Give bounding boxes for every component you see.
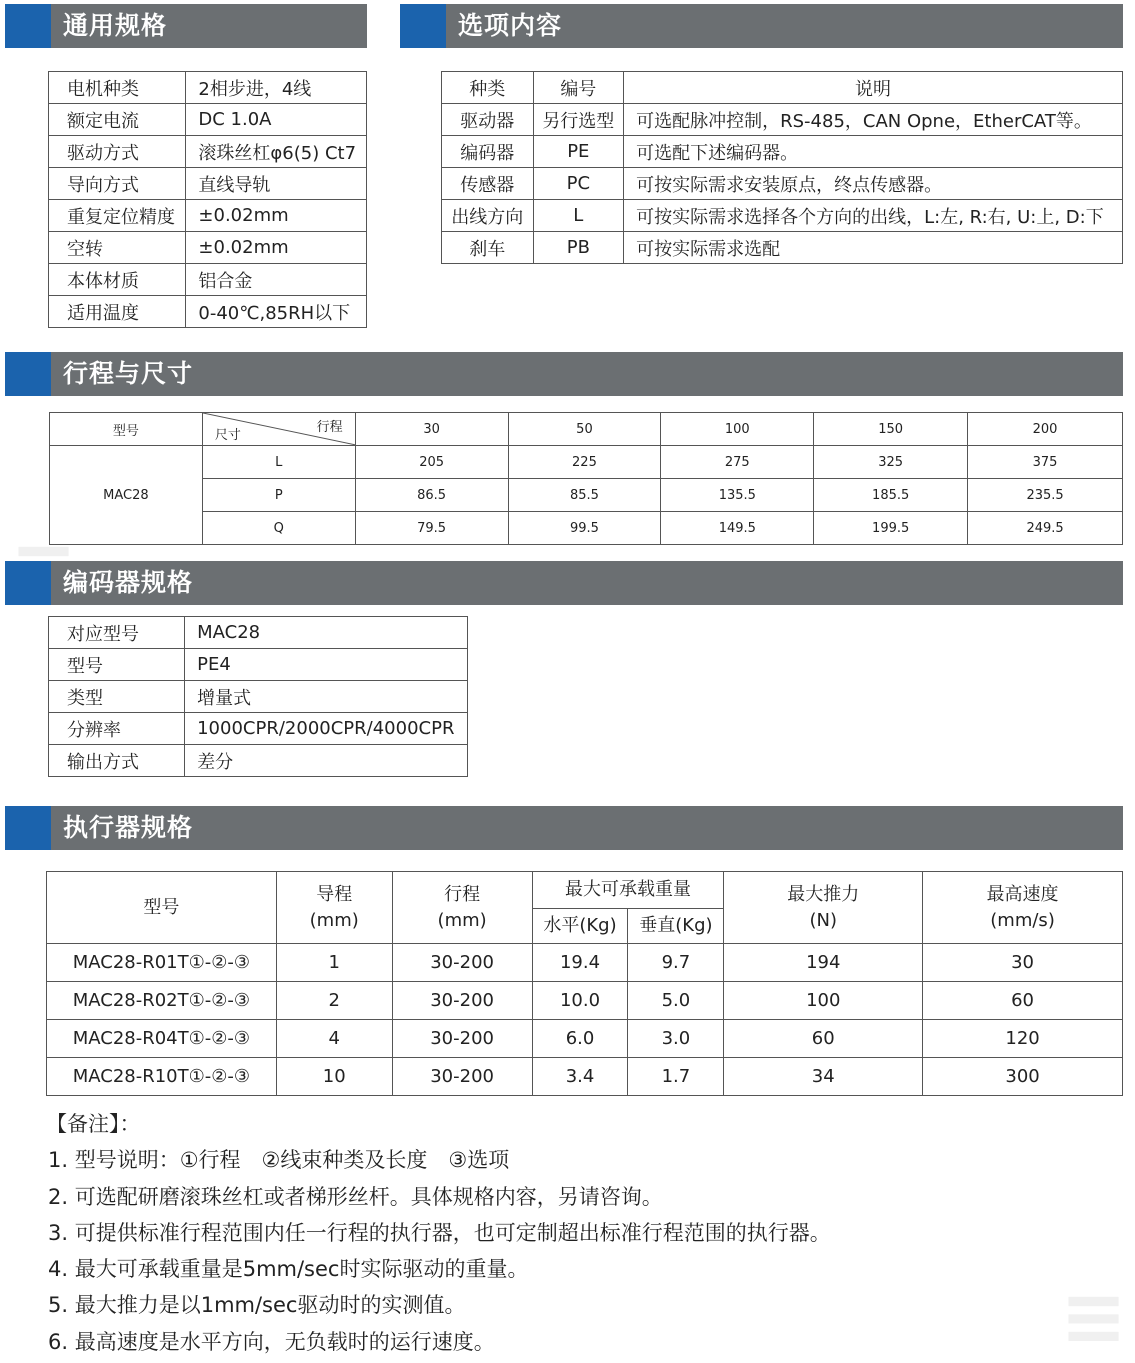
section-header-general — [5, 4, 367, 48]
spec-row — [49, 649, 468, 681]
spec-value: 直线导轨 — [186, 168, 367, 200]
spec-label: 额定电流 — [49, 104, 186, 136]
stroke-dimension-table — [49, 412, 1123, 545]
thrust-cell: 194 — [724, 944, 923, 982]
option-code: PC — [533, 168, 624, 200]
spec-value: 增量式 — [185, 681, 468, 713]
speed-cell: 120 — [923, 1020, 1123, 1058]
stroke-cell: 30-200 — [392, 1020, 532, 1058]
section-header-actuator — [5, 806, 1123, 850]
spec-value: ±0.02mm — [186, 200, 367, 232]
section-accent — [5, 806, 51, 850]
actuator-row — [47, 1058, 1123, 1096]
col-header-code: 编号 — [533, 72, 624, 104]
stroke-cell: 30-200 — [392, 944, 532, 982]
lead-cell: 10 — [276, 1058, 392, 1096]
encoder-spec-table — [48, 616, 468, 777]
dimension-label: Q — [202, 512, 355, 545]
dimension-value: 275 — [661, 446, 814, 479]
dimension-value: 185.5 — [814, 479, 968, 512]
dimension-label: P — [202, 479, 355, 512]
dimension-value: 249.5 — [968, 512, 1123, 545]
dimension-value: 235.5 — [968, 479, 1123, 512]
spec-label: 分辨率 — [49, 713, 185, 745]
dimension-value: 225 — [508, 446, 661, 479]
section-title-options: 选项内容 — [458, 11, 563, 40]
section-accent — [400, 4, 446, 48]
spec-label: 空转 — [49, 232, 186, 264]
section-title-stroke: 行程与尺寸 — [63, 359, 194, 388]
model-cell: MAC28-R04T①-②-③ — [47, 1020, 277, 1058]
spec-value: ±0.02mm — [186, 232, 367, 264]
dimension-value: 86.5 — [355, 479, 508, 512]
watermark-right: ≡ — [1060, 1270, 1128, 1363]
col-header-speed — [923, 872, 1123, 944]
option-type: 传感器 — [442, 168, 534, 200]
dimension-value: 375 — [968, 446, 1123, 479]
stroke-value: 100 — [661, 413, 814, 446]
col-header-max-load: 最大可承载重量 — [532, 872, 724, 909]
general-spec-table — [48, 71, 367, 328]
col-header-horizontal: 水平(Kg) — [532, 909, 628, 944]
diagonal-header-cell — [202, 413, 355, 446]
dimension-value: 99.5 — [508, 512, 661, 545]
spec-label: 对应型号 — [49, 617, 185, 649]
option-code: PB — [533, 232, 624, 264]
model-cell: MAC28-R02T①-②-③ — [47, 982, 277, 1020]
dimension-value: 149.5 — [661, 512, 814, 545]
spec-label: 本体材质 — [49, 264, 186, 296]
spec-label: 输出方式 — [49, 745, 185, 777]
spec-value: 差分 — [185, 745, 468, 777]
stroke-cell: 30-200 — [392, 1058, 532, 1096]
dimension-value: 135.5 — [661, 479, 814, 512]
spec-row — [49, 617, 468, 649]
spec-row — [49, 681, 468, 713]
vertical-load-cell: 5.0 — [628, 982, 724, 1020]
horizontal-load-cell: 3.4 — [532, 1058, 628, 1096]
section-title-encoder: 编码器规格 — [63, 568, 194, 597]
spec-value: 2相步进，4线 — [186, 72, 367, 104]
section-accent — [5, 352, 51, 396]
section-header-encoder — [5, 561, 1123, 605]
col-header-lead — [276, 872, 392, 944]
lead-title: 导程 — [316, 883, 353, 905]
actuator-header-row — [47, 872, 1123, 909]
spec-row — [49, 72, 367, 104]
spec-label: 导向方式 — [49, 168, 186, 200]
section-accent — [5, 561, 51, 605]
notes-block — [48, 1108, 831, 1362]
note-item: 4. 最大可承载重量是5mm/sec时实际驱动的重量。 — [48, 1257, 529, 1282]
stroke-label: 行程 — [316, 420, 343, 435]
note-item: 1. 型号说明：①行程 ②线束种类及长度 ③选项 — [48, 1148, 510, 1173]
dimension-value: 199.5 — [814, 512, 968, 545]
size-label: 尺寸 — [214, 428, 241, 443]
spec-row — [49, 713, 468, 745]
actuator-row — [47, 1020, 1123, 1058]
dimension-value: 79.5 — [355, 512, 508, 545]
spec-row — [49, 136, 367, 168]
option-desc: 可选配脉冲控制，RS-485，CAN Opne，EtherCAT等。 — [624, 104, 1123, 136]
speed-cell: 30 — [923, 944, 1123, 982]
thrust-cell: 100 — [724, 982, 923, 1020]
col-header-thrust — [724, 872, 923, 944]
lead-cell: 4 — [276, 1020, 392, 1058]
lead-cell: 2 — [276, 982, 392, 1020]
option-desc: 可按实际需求选配 — [624, 232, 1123, 264]
stroke-value: 50 — [508, 413, 661, 446]
col-header-stroke — [392, 872, 532, 944]
section-header-options — [400, 4, 1123, 48]
option-type: 编码器 — [442, 136, 534, 168]
dimension-label: L — [202, 446, 355, 479]
speed-title: 最高速度 — [986, 883, 1059, 905]
options-header-row — [442, 72, 1123, 104]
speed-unit: (mm/s) — [990, 909, 1055, 931]
speed-cell: 300 — [923, 1058, 1123, 1096]
spec-label: 重复定位精度 — [49, 200, 186, 232]
stroke-value: 200 — [968, 413, 1123, 446]
section-title-general: 通用规格 — [63, 11, 168, 40]
spec-value: 1000CPR/2000CPR/4000CPR — [185, 713, 468, 745]
note-item: 3. 可提供标准行程范围内任一行程的执行器，也可定制超出标准行程范围的执行器。 — [48, 1220, 831, 1245]
col-header-type: 种类 — [442, 72, 534, 104]
thrust-title: 最大推力 — [787, 883, 860, 905]
thrust-cell: 60 — [724, 1020, 923, 1058]
horizontal-load-cell: 10.0 — [532, 982, 628, 1020]
option-code: L — [533, 200, 624, 232]
spec-label: 电机种类 — [49, 72, 186, 104]
spec-label: 驱动方式 — [49, 136, 186, 168]
dimension-row-Q — [50, 512, 1123, 545]
option-desc: 可按实际需求安装原点，终点传感器。 — [624, 168, 1123, 200]
stroke-header-row — [50, 413, 1123, 446]
model-label: 型号 — [50, 413, 203, 446]
col-header-vertical: 垂直(Kg) — [628, 909, 724, 944]
section-accent — [5, 4, 51, 48]
spec-row — [49, 232, 367, 264]
lead-unit: (mm) — [309, 909, 359, 931]
thrust-cell: 34 — [724, 1058, 923, 1096]
horizontal-load-cell: 6.0 — [532, 1020, 628, 1058]
spec-row — [49, 168, 367, 200]
spec-label: 型号 — [49, 649, 185, 681]
dimension-row-L — [50, 446, 1123, 479]
option-type: 刹车 — [442, 232, 534, 264]
note-item: 2. 可选配研磨滚珠丝杠或者梯形丝杆。具体规格内容，另请咨询。 — [48, 1184, 663, 1209]
spec-label: 类型 — [49, 681, 185, 713]
option-desc: 可选配下述编码器。 — [624, 136, 1123, 168]
dimension-value: 205 — [355, 446, 508, 479]
col-header-desc: 说明 — [624, 72, 1123, 104]
vertical-load-cell: 1.7 — [628, 1058, 724, 1096]
spec-label: 适用温度 — [49, 296, 186, 328]
vertical-load-cell: 3.0 — [628, 1020, 724, 1058]
option-code: 另行选型 — [533, 104, 624, 136]
spec-value: 铝合金 — [186, 264, 367, 296]
note-item: 6. 最高速度是水平方向，无负载时的运行速度。 — [48, 1329, 495, 1354]
thrust-unit: (N) — [809, 909, 838, 931]
option-code: PE — [533, 136, 624, 168]
dimension-row-P — [50, 479, 1123, 512]
options-table — [441, 71, 1123, 264]
notes-title: 【备注】： — [46, 1112, 141, 1136]
spec-row — [49, 745, 468, 777]
dimension-value: 325 — [814, 446, 968, 479]
model-name: MAC28 — [50, 446, 203, 545]
stroke-title: 行程 — [444, 883, 481, 905]
spec-value: 0-40℃,85RH以下 — [186, 296, 367, 328]
lead-cell: 1 — [276, 944, 392, 982]
spec-value: PE4 — [185, 649, 468, 681]
spec-value: 滚珠丝杠φ6(5) Ct7 — [186, 136, 367, 168]
model-cell: MAC28-R01T①-②-③ — [47, 944, 277, 982]
option-row — [442, 232, 1123, 264]
spec-row — [49, 104, 367, 136]
vertical-load-cell: 9.7 — [628, 944, 724, 982]
option-row — [442, 104, 1123, 136]
actuator-row — [47, 944, 1123, 982]
spec-row — [49, 296, 367, 328]
stroke-value: 150 — [814, 413, 968, 446]
stroke-cell: 30-200 — [392, 982, 532, 1020]
horizontal-load-cell: 19.4 — [532, 944, 628, 982]
option-row — [442, 168, 1123, 200]
stroke-unit: (mm) — [437, 909, 487, 931]
spec-value: MAC28 — [185, 617, 468, 649]
option-type: 驱动器 — [442, 104, 534, 136]
section-header-stroke — [5, 352, 1123, 396]
section-title-actuator: 执行器规格 — [63, 813, 194, 842]
stroke-value: 30 — [355, 413, 508, 446]
option-row — [442, 136, 1123, 168]
speed-cell: 60 — [923, 982, 1123, 1020]
spec-value: DC 1.0A — [186, 104, 367, 136]
spec-row — [49, 200, 367, 232]
model-cell: MAC28-R10T①-②-③ — [47, 1058, 277, 1096]
dimension-value: 85.5 — [508, 479, 661, 512]
option-row — [442, 200, 1123, 232]
note-item: 5. 最大推力是以1mm/sec驱动时的实测值。 — [48, 1293, 466, 1318]
option-desc: 可按实际需求选择各个方向的出线，L:左, R:右, U:上, D:下 — [624, 200, 1123, 232]
option-type: 出线方向 — [442, 200, 534, 232]
actuator-row — [47, 982, 1123, 1020]
col-header-model: 型号 — [47, 872, 277, 944]
actuator-spec-table — [46, 871, 1123, 1096]
spec-row — [49, 264, 367, 296]
